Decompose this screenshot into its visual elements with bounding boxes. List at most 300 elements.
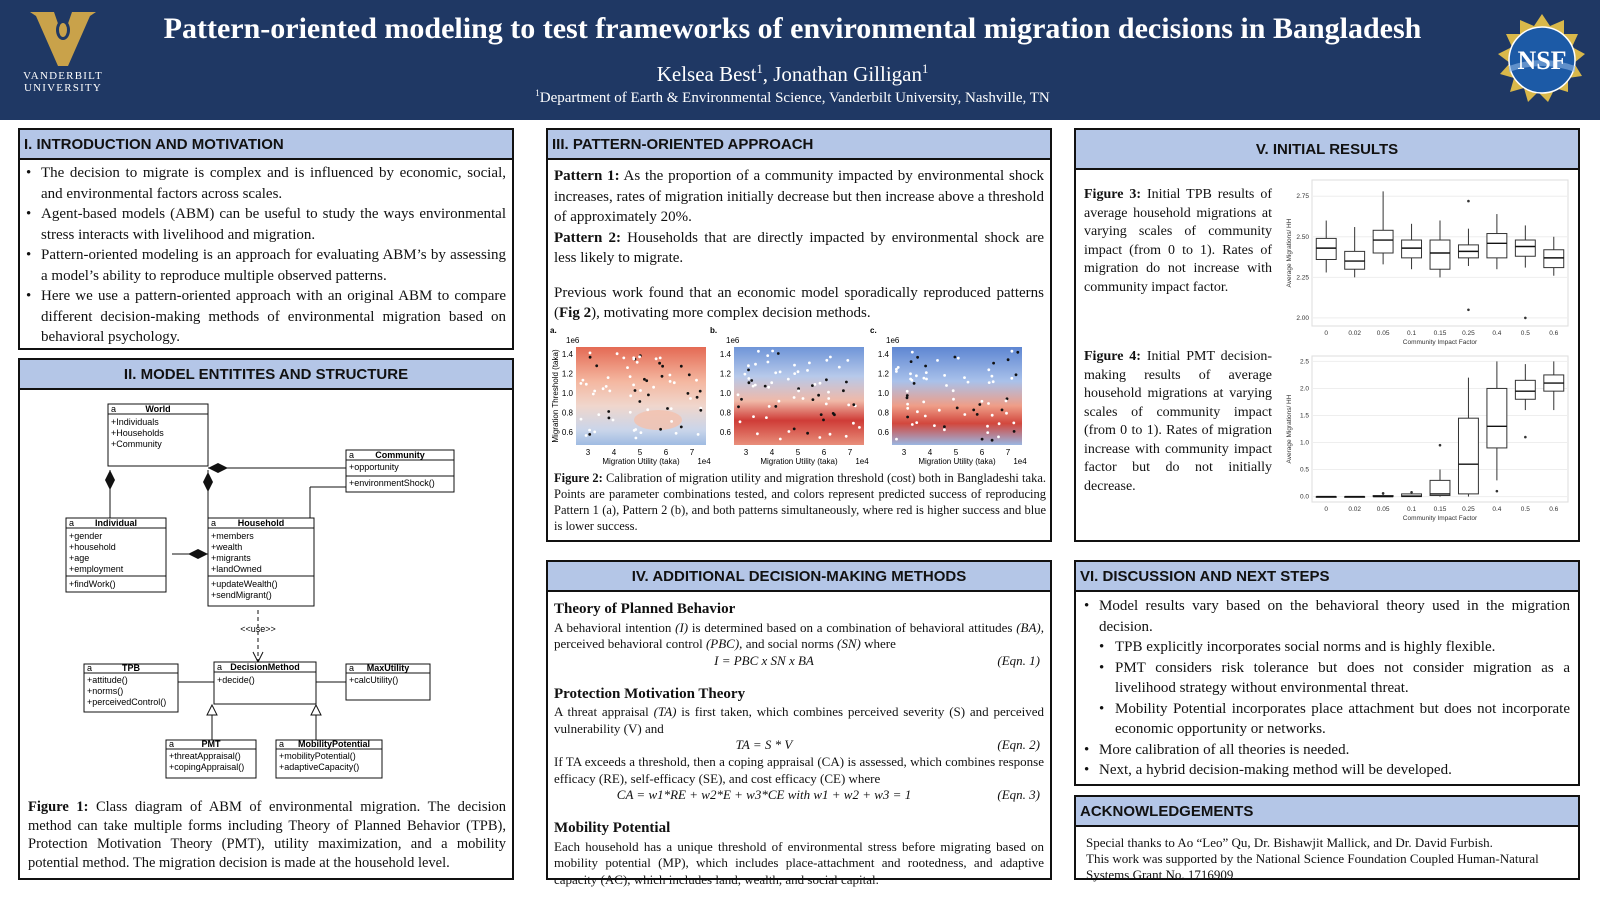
uml-individual-name: Individual xyxy=(94,518,138,528)
box-group xyxy=(1345,496,1365,497)
previous-work: Previous work found that an economic model sporadically reproduced patterns (Fig 2), motivating more complex decision methods. xyxy=(554,284,1044,321)
heatmap-point xyxy=(670,420,673,423)
discussion-bullet: • Model results vary based on the behavioral theory used in the migration decision. • TPB explicitly incorporates social norms and is highly flexible. • PMT considers risk tolerance but does not consider migration as a livelihood strategy without environmental threat. • Mobility Potential incorporates place attachment but does not incorporate economic opportunity or networks. xyxy=(1084,596,1570,740)
box xyxy=(1515,380,1535,399)
heatmap-x-tick: 6 xyxy=(979,448,985,457)
heatmap-point xyxy=(669,380,672,383)
heatmap-point xyxy=(933,424,936,427)
heatmap-point xyxy=(838,366,841,369)
heatmap-point xyxy=(829,356,832,359)
results-panel xyxy=(1074,128,1580,542)
outlier-point xyxy=(1382,492,1385,495)
heatmap-point xyxy=(793,364,796,367)
x-tick-label: 0.6 xyxy=(1549,506,1559,513)
heatmap-point xyxy=(987,402,990,405)
box-group xyxy=(1316,497,1336,498)
equation-3-formula: CA = w1*RE + w2*E + w3*CE with w1 + w2 + w3 = 1 xyxy=(616,787,912,802)
uml-stereotype: a xyxy=(279,739,285,749)
outlier-point xyxy=(1524,317,1527,320)
y-axis-title: Average Migrations/ HH xyxy=(1286,218,1293,288)
uml-stereotype: a xyxy=(217,662,223,672)
heatmap-point xyxy=(943,374,946,377)
heatmap-y-tick: 1.2 xyxy=(719,369,731,379)
heatmap-point xyxy=(669,374,672,377)
uml-attr: +Households xyxy=(111,428,164,438)
heatmap-point xyxy=(916,356,919,359)
heatmap-y-tick: 1.4 xyxy=(877,350,889,359)
heatmap-point xyxy=(986,431,989,434)
heatmap-x-tick: 5 xyxy=(637,448,643,457)
uml-decision-name: DecisionMethod xyxy=(230,662,300,672)
heatmap-point xyxy=(986,425,989,428)
box xyxy=(1458,418,1478,494)
heatmap-y-label: Migration Threshold (taka) xyxy=(551,349,560,443)
heatmap-point xyxy=(737,393,740,396)
uml-pmt-class xyxy=(166,739,256,778)
heatmap-x-tick: 7 xyxy=(1005,448,1011,457)
heatmap-point xyxy=(1012,422,1015,425)
uml-op: +findWork() xyxy=(69,579,116,589)
x-tick-label: 0.4 xyxy=(1492,330,1502,337)
heatmap-point xyxy=(827,397,830,400)
x-tick-label: 0.4 xyxy=(1492,506,1502,513)
heatmap-point xyxy=(607,410,610,413)
affiliation-number: 1 xyxy=(535,88,540,98)
heatmap-point xyxy=(661,365,664,368)
pattern-2-label: Pattern 2: xyxy=(554,229,621,246)
heatmap-point xyxy=(814,383,817,386)
outlier-point xyxy=(1410,491,1413,494)
class-diagram xyxy=(20,390,512,800)
heatmap-point xyxy=(822,419,825,422)
uml-op: +attitude() xyxy=(87,675,128,685)
affiliation-text: Department of Earth & Environmental Science, Vanderbilt University, Nashville, TN xyxy=(539,90,1050,106)
figure-1-label: Figure 1: xyxy=(28,799,89,815)
heatmap-point xyxy=(895,370,898,373)
equation-1-formula: I = PBC x SN x BA xyxy=(714,652,814,668)
uml-stereotype: a xyxy=(87,663,93,673)
heatmap-point xyxy=(997,436,1000,439)
heatmap-y-tick: 1.2 xyxy=(877,369,889,379)
discussion-sub-bullets xyxy=(1099,637,1570,740)
heatmap-point xyxy=(670,407,673,410)
uml-maxutility-name: MaxUtility xyxy=(366,663,410,673)
heatmap-x-tick: 7 xyxy=(847,448,853,457)
heatmap-point xyxy=(747,377,750,380)
discussion-sub-bullet: • TPB explicitly incorporates social norms and is highly flexible. xyxy=(1099,637,1570,658)
heatmap-point xyxy=(616,352,619,355)
heatmap-y-exp: 1e6 xyxy=(726,336,740,345)
heatmap-point xyxy=(910,360,913,363)
uml-mobility-class xyxy=(276,739,382,778)
heatmap-point xyxy=(1015,373,1018,376)
heatmap-panel-label: b. xyxy=(710,326,718,335)
heatmap-y-exp: 1e6 xyxy=(886,336,900,345)
heatmap-point xyxy=(580,382,583,385)
x-tick-label: 0.05 xyxy=(1376,330,1390,337)
y-tick-label: 2.00 xyxy=(1296,314,1309,322)
heatmap-y-tick: 1.4 xyxy=(561,350,573,359)
heatmap-point xyxy=(802,397,805,400)
mp-title: Mobility Potential xyxy=(554,820,671,836)
heatmap-x-tick: 7 xyxy=(689,448,695,457)
heatmap-point xyxy=(981,400,984,403)
uml-stereotype: a xyxy=(69,518,75,528)
heatmap-point xyxy=(911,351,914,354)
heatmap-x-exp: 1e4 xyxy=(855,457,869,466)
heatmap-point xyxy=(639,389,642,392)
equation-1 xyxy=(554,653,1044,670)
heatmap-point xyxy=(777,352,780,355)
heatmap-y-tick: 1.4 xyxy=(719,350,731,359)
model-panel xyxy=(18,358,514,880)
heatmap-point xyxy=(845,435,848,438)
uml-stereotype: a xyxy=(349,450,355,460)
figure-4-caption xyxy=(1084,348,1272,496)
heatmap-point xyxy=(608,390,611,393)
outlier-point xyxy=(1524,436,1527,439)
heatmap-point xyxy=(956,407,959,410)
heatmap-point xyxy=(925,371,928,374)
heatmap-point xyxy=(768,405,771,408)
heatmap-y-tick: 0.8 xyxy=(877,408,889,418)
heatmap-point xyxy=(646,408,649,411)
box xyxy=(1345,251,1365,269)
uml-op: +calcUtility() xyxy=(349,675,399,685)
heatmap-point xyxy=(593,431,596,434)
heatmap-point xyxy=(819,382,822,385)
y-tick-label: 1.0 xyxy=(1299,439,1309,447)
intro-bullet: • Here we use a pattern-oriented approach with an original ABM to compare different decision-making methods of environmental migration based on behavioral psychology. xyxy=(26,286,506,348)
heatmap-y-tick: 0.6 xyxy=(877,428,889,437)
figure-1-text: Class diagram of ABM of environmental migration. The decision method can take multiple forms including Theory of Planned Behavior (TPB), Protection Motivation Theory (PMT), utility maximization, and a mobility potential method. The migration decision is made at the household level. xyxy=(28,799,506,871)
figure-3-text: Initial TPB results of average household migrations at varying scales of community impact (from 0 to 1). Rates of migration do not increase with community impact factor. xyxy=(1084,187,1272,295)
heatmap-x-exp: 1e4 xyxy=(697,457,711,466)
uml-attr: +Individuals xyxy=(111,417,159,427)
box xyxy=(1544,250,1564,268)
heatmap-point xyxy=(938,409,941,412)
uml-op: +threatAppraisal() xyxy=(169,751,241,761)
heatmap-point xyxy=(936,359,939,362)
heatmap-point xyxy=(643,378,646,381)
heatmap-point xyxy=(765,416,768,419)
y-tick-label: 0.5 xyxy=(1299,466,1309,474)
heatmap-point xyxy=(695,379,698,382)
uml-attr: +landOwned xyxy=(211,564,262,574)
methods-panel xyxy=(546,560,1052,887)
discussion-sub-bullet: • PMT considers risk tolerance but does not consider migration as a livelihood strategy without environmental threat. xyxy=(1099,658,1570,699)
heatmap-y-tick: 1.2 xyxy=(561,369,573,379)
equation-2-label: (Eqn. 2) xyxy=(997,737,1040,752)
heatmap-point xyxy=(605,385,608,388)
heatmap-point xyxy=(632,356,635,359)
heatmap-point xyxy=(592,393,595,396)
uml-attr: +members xyxy=(211,531,254,541)
heatmap-point xyxy=(675,432,678,435)
heatmap-point xyxy=(952,389,955,392)
heatmap-point xyxy=(991,375,994,378)
heatmap-point xyxy=(909,372,912,375)
heatmap-point xyxy=(895,438,898,441)
heatmap-point xyxy=(666,407,669,410)
heatmap-point xyxy=(688,373,691,376)
heatmap-point xyxy=(1005,400,1008,403)
heatmap-point xyxy=(924,415,927,418)
heatmap-point xyxy=(632,384,635,387)
box xyxy=(1402,240,1422,258)
box xyxy=(1316,238,1336,259)
heatmap-panel-label: a. xyxy=(550,326,557,335)
heatmap-x-tick: 3 xyxy=(585,448,591,457)
heatmap-point xyxy=(923,377,926,380)
uml-pmt-name: PMT xyxy=(201,739,221,749)
heatmap-point xyxy=(659,357,662,360)
heatmap-point xyxy=(972,409,975,412)
tpb-text: A behavioral intention (I) is determined based on a combination of behavioral attitudes (BA), perceived behavioral control (PBC), and social norms (SN) where xyxy=(554,619,1044,651)
heatmap-point xyxy=(957,357,960,360)
pattern-1 xyxy=(554,166,1044,228)
heatmap-point xyxy=(963,376,966,379)
heatmap-point xyxy=(747,364,750,367)
heatmap-point xyxy=(589,356,592,359)
heatmap-point xyxy=(852,422,855,425)
pattern-2 xyxy=(554,228,1044,269)
heatmap-point xyxy=(778,400,781,403)
heatmap-point xyxy=(811,384,814,387)
uml-attr: +opportunity xyxy=(349,462,399,472)
heatmap-point xyxy=(832,412,835,415)
poster-header xyxy=(0,0,1600,120)
heatmap-x-label: Migration Utility (taka) xyxy=(760,457,838,466)
uml-attr: +employment xyxy=(69,564,124,574)
discussion-bullet: • Next, a hybrid decision-making method will be developed. xyxy=(1084,760,1570,781)
uml-attr: +age xyxy=(69,553,90,563)
heatmap-point xyxy=(788,430,791,433)
uml-op: +decide() xyxy=(217,675,255,685)
heatmap-point xyxy=(770,381,773,384)
uml-decision-class xyxy=(214,662,316,704)
heatmap-point xyxy=(638,400,641,403)
heatmap-point xyxy=(988,381,991,384)
uml-community-class xyxy=(346,450,454,492)
pattern-2-text: Households that are directly impacted by environmental shock are less likely to migrate. xyxy=(554,229,1044,266)
x-tick-label: 0.25 xyxy=(1462,506,1475,513)
heatmap-point xyxy=(998,422,1001,425)
uml-stereotype: a xyxy=(211,518,217,528)
heatmap-point xyxy=(909,378,912,381)
y-tick-label: 2.5 xyxy=(1299,358,1309,366)
uml-op: +updateWealth() xyxy=(211,579,278,589)
uml-attr: +Community xyxy=(111,439,162,449)
y-tick-label: 0.0 xyxy=(1299,493,1309,501)
x-tick-label: 0.02 xyxy=(1348,506,1361,513)
author-1-affil: 1 xyxy=(756,62,763,76)
figure-2-heatmaps xyxy=(548,326,1050,466)
heatmap-point xyxy=(787,378,790,381)
poster-title: Pattern-oriented modeling to test frameworks of environmental migration decisions in Bangladesh xyxy=(163,12,1422,45)
intro-panel xyxy=(18,128,514,350)
discussion-heading: VI. DISCUSSION AND NEXT STEPS xyxy=(1076,562,1578,592)
heatmap-point xyxy=(589,352,592,355)
heatmap-point xyxy=(754,384,757,387)
heatmap-point xyxy=(750,379,753,382)
heatmap-x-tick: 3 xyxy=(743,448,749,457)
pattern-1-label: Pattern 1: xyxy=(554,168,620,184)
discussion-panel xyxy=(1074,560,1580,786)
pmt-text-2: If TA exceeds a threshold, then a coping appraisal (CA) is assessed, which combines response efficacy (RE), self-efficacy (SE), and cost efficacy (CE) where xyxy=(554,754,1044,786)
heatmap-point xyxy=(1013,430,1016,433)
logo-line-1: VANDERBILT xyxy=(23,70,103,82)
outlier-point xyxy=(1467,308,1470,311)
fig-2-ref: Fig 2 xyxy=(559,305,592,321)
uml-household-class xyxy=(208,518,314,606)
heatmap-point xyxy=(925,378,928,381)
heatmap-point xyxy=(767,386,770,389)
figure-4-text: Initial PMT decision-making results of average household migrations at varying scales of community impact (from 0 to 1). Rates of migration increase with community impact factor but do not initially decrease. xyxy=(1084,349,1272,494)
heatmap-point xyxy=(967,381,970,384)
uml-attr: +wealth xyxy=(211,542,243,552)
heatmap-point xyxy=(640,431,643,434)
figure-2-text: Calibration of migration utility and migration threshold (cost) both in Bangladeshi taka. Points are parameter combinations tested, and colors represent predicted success of reproducing Pattern 1 (a), Pattern 2 (b), and both patterns simultaneously, where red is higher success and blue is lower success. xyxy=(554,471,1046,533)
poster-authors xyxy=(115,62,1470,87)
heatmap-point xyxy=(766,354,769,357)
heatmap-point xyxy=(608,417,611,420)
intro-bullet: • The decision to migrate is complex and is influenced by economic, social, and environmental factors across scales. xyxy=(26,163,506,204)
heatmap-point xyxy=(954,356,957,359)
equation-3-label: (Eqn. 3) xyxy=(997,787,1040,802)
y-tick-label: 2.25 xyxy=(1296,274,1309,282)
uml-op: +norms() xyxy=(87,686,124,696)
heatmap-y-tick: 1.0 xyxy=(561,389,573,398)
y-tick-label: 2.50 xyxy=(1296,233,1309,241)
equation-2-formula: TA = S * V xyxy=(735,737,793,752)
acknowledgements-heading: ACKNOWLEDGEMENTS xyxy=(1076,797,1578,827)
heatmap-point xyxy=(689,397,692,400)
heatmap-point xyxy=(945,384,948,387)
heatmap-point xyxy=(580,418,583,421)
heatmap-point xyxy=(806,432,809,435)
x-tick-label: 0.25 xyxy=(1462,330,1475,337)
heatmap-point xyxy=(943,428,946,431)
outlier-point xyxy=(1467,200,1470,203)
pmt-title: Protection Motivation Theory xyxy=(554,685,746,702)
heatmap-point xyxy=(636,361,639,364)
heatmap-point xyxy=(915,421,918,424)
heatmap-point xyxy=(774,371,777,374)
heatmap-point xyxy=(916,410,919,413)
heatmap-point xyxy=(976,413,979,416)
heatmap-point xyxy=(922,401,925,404)
nsf-logo xyxy=(1494,12,1590,108)
heatmap-point xyxy=(779,438,782,441)
heatmap-point xyxy=(827,391,830,394)
heatmap-point xyxy=(797,370,800,373)
y-tick-label: 2.75 xyxy=(1296,193,1309,201)
uml-world-name: World xyxy=(145,404,171,414)
equation-1-label: (Eqn. 1) xyxy=(997,652,1040,668)
heatmap-point xyxy=(767,361,770,364)
heatmap-point xyxy=(1007,358,1010,361)
heatmap-point xyxy=(808,362,811,365)
pattern-1-text: As the proportion of a community impacted by environmental shock increases, rates of migration initially decrease but then increase above a threshold of approximately 20%. xyxy=(554,168,1044,225)
heatmap-point xyxy=(597,413,600,416)
heatmap-point xyxy=(655,357,658,360)
heatmap-point xyxy=(629,394,632,397)
heatmap-point xyxy=(1010,377,1013,380)
discussion-bullets xyxy=(1084,596,1570,781)
heatmap-point xyxy=(771,350,774,353)
outlier-point xyxy=(1439,444,1442,447)
heatmap-point xyxy=(793,396,796,399)
heatmap-point xyxy=(673,381,676,384)
heatmap-point xyxy=(737,405,740,408)
pattern-heading: III. PATTERN-ORIENTED APPROACH xyxy=(548,130,1050,160)
uml-mobility-name: MobilityPotential xyxy=(298,739,370,749)
heatmap-point xyxy=(622,357,625,360)
equation-3 xyxy=(554,787,1044,804)
figure-4-boxplot xyxy=(1284,352,1574,530)
heatmap-point xyxy=(774,405,777,408)
intro-bullets xyxy=(26,163,506,348)
heatmap-point xyxy=(652,386,655,389)
heatmap-point xyxy=(992,362,995,365)
heatmap-point xyxy=(659,428,662,431)
heatmap-point xyxy=(602,387,605,390)
uml-tpb-class xyxy=(84,663,178,712)
uml-attr: +migrants xyxy=(211,553,251,563)
heatmap-point xyxy=(906,416,909,419)
heatmap-point xyxy=(582,379,585,382)
tpb-title: Theory of Planned Behavior xyxy=(554,601,736,617)
heatmap-y-tick: 0.6 xyxy=(719,428,731,437)
uml-op: +sendMigrant() xyxy=(211,590,272,600)
equation-2 xyxy=(554,737,1044,754)
ack-line-2: This work was supported by the National Science Foundation Coupled Human-Natural Systems Grant No. 1716909 xyxy=(1086,851,1539,882)
heatmap-point xyxy=(915,374,918,377)
heatmap-point xyxy=(585,383,588,386)
heatmap-x-tick: 6 xyxy=(821,448,827,457)
uml-op: +environmentShock() xyxy=(349,478,435,488)
heatmap-x-label: Migration Utility (taka) xyxy=(602,457,680,466)
heatmap-point xyxy=(906,394,909,397)
heatmap-point xyxy=(638,355,641,358)
x-tick-label: 0.15 xyxy=(1433,330,1447,337)
figure-3-caption xyxy=(1084,186,1272,297)
heatmap-x-tick: 4 xyxy=(927,448,933,457)
heatmap-point xyxy=(588,429,591,432)
nsf-text: NSF xyxy=(1517,46,1567,75)
heatmap-point xyxy=(852,403,855,406)
logo-line-2: UNIVERSITY xyxy=(24,82,102,94)
box xyxy=(1487,388,1507,447)
uml-household-name: Household xyxy=(237,518,285,528)
x-tick-label: 0.1 xyxy=(1407,330,1417,337)
uml-stereotype: a xyxy=(111,404,117,414)
intro-bullet: • Agent-based models (ABM) can be useful to study the ways environmental stress interacts with livelihood and migration. xyxy=(26,204,506,245)
heatmap-point xyxy=(806,369,809,372)
heatmap-point xyxy=(680,365,683,368)
uml-maxutility-class xyxy=(346,663,430,700)
heatmap-point xyxy=(943,425,946,428)
heatmap-point xyxy=(906,407,909,410)
heatmap-point xyxy=(1011,350,1014,353)
box xyxy=(1487,234,1507,258)
figure-1-caption xyxy=(28,798,506,872)
heatmap-point xyxy=(978,403,981,406)
heatmap-point xyxy=(661,375,664,378)
heatmap-x-tick: 3 xyxy=(901,448,907,457)
heatmap-point xyxy=(595,364,598,367)
